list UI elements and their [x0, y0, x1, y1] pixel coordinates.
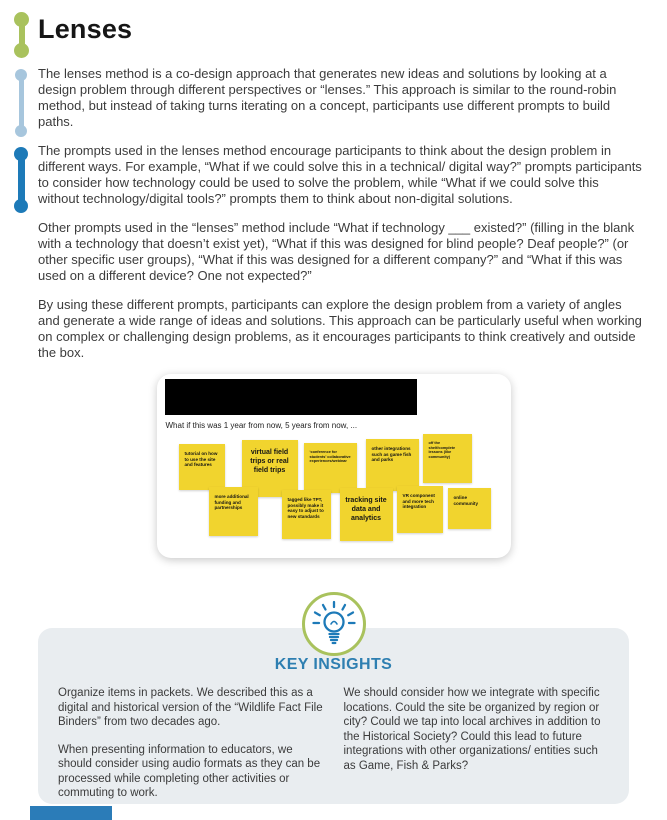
insight-text: When presenting information to educators, we should consider using audio formats as they can be processed while completing other activities or commuting to work.: [58, 743, 321, 799]
sticky-note: tutorial on how to use the site and features: [179, 444, 225, 490]
sticky-note: other integrations such as game fish and parks: [366, 439, 419, 491]
paragraph: The prompts used in the lenses method encourage participants to think about the design problem in different ways. For example, “What if we could solve this in a technical/ digital way?” prompts participants to consider how technology could be used to solve the problem, while “What if we could solve this without technology/digital tools?” prompts them to think about non-digital solutions.: [38, 143, 642, 206]
insight-text: Organize items in packets. We described this as a digital and historical version of the “Wildlife Fact File Binders” from two decades ago.: [58, 687, 323, 728]
key-insights-columns: [56, 686, 611, 814]
body-text: [0, 62, 667, 361]
key-insights-left-column: [58, 686, 324, 814]
paragraph-row: [38, 297, 643, 361]
sticky-note: tracking site data and analytics: [340, 488, 393, 541]
sticky-note: VR component and more tech integration: [397, 486, 443, 533]
key-insights-heading: KEY INSIGHTS: [274, 656, 393, 673]
footer-accent-bar: [30, 806, 112, 820]
key-insights-section: [38, 628, 629, 804]
redacted-block: [165, 379, 417, 415]
whiteboard-prompt: What if this was 1 year from now, 5 years from now, ...: [165, 421, 358, 430]
sticky-note: ‘conference for students’ collaborative experiences/webinar: [304, 443, 357, 493]
paragraph-row: [38, 143, 643, 207]
sticky-note: more additional funding and partnerships: [209, 487, 258, 536]
page-title: Lenses: [38, 14, 133, 44]
paragraph: The lenses method is a co-design approach that generates new ideas and solutions by looking at a design problem through different perspectives or “lenses.” This approach is similar to the round-robin method, but instead of taking turns iterating on a concept, participants use different prompts to build paths.: [38, 66, 617, 129]
title-marker-icon: [14, 12, 29, 58]
sticky-note: tagged like TPT, possibly make it easy to adjust to new standards: [282, 490, 331, 539]
paragraph-row: [38, 220, 643, 284]
sticky-note: off the shelf/complete lessons (like community): [423, 434, 472, 483]
paragraph: By using these different prompts, participants can explore the design problem from a variety of angles and generate a wide range of ideas and solutions. This approach can be particularly useful when working on complex or challenging design problems, as it encourages participants to think creatively and outside the box.: [38, 297, 642, 360]
whiteboard-screenshot: [157, 374, 511, 558]
paragraph-marker-icon: [15, 69, 27, 137]
page-header: [0, 0, 667, 62]
sticky-note: online community: [448, 488, 491, 529]
paragraph-marker-icon: [14, 147, 28, 213]
paragraph-row: [38, 66, 643, 130]
sticky-note: virtual field trips or real field trips: [242, 440, 298, 497]
paragraph: Other prompts used in the “lenses” method include “What if technology ___ existed?” (filling in the blank with a technology that doesn’t exist yet), “What if this was designed for blind people? Deaf people?” (or other specific user groups), “What if this was designed for a different company?” and “What if this was used on a different device? One not expected?”: [38, 220, 635, 283]
insight-text: We should consider how we integrate with specific locations. Could the site be organized by region or city? Could we tap into local archives in addition to the Historical Society? Could this lead to future integrations with other organizations/ entities such as Game, Fish & Parks?: [343, 687, 601, 772]
lightbulb-icon: [302, 592, 366, 656]
key-insights-right-column: [344, 686, 610, 814]
